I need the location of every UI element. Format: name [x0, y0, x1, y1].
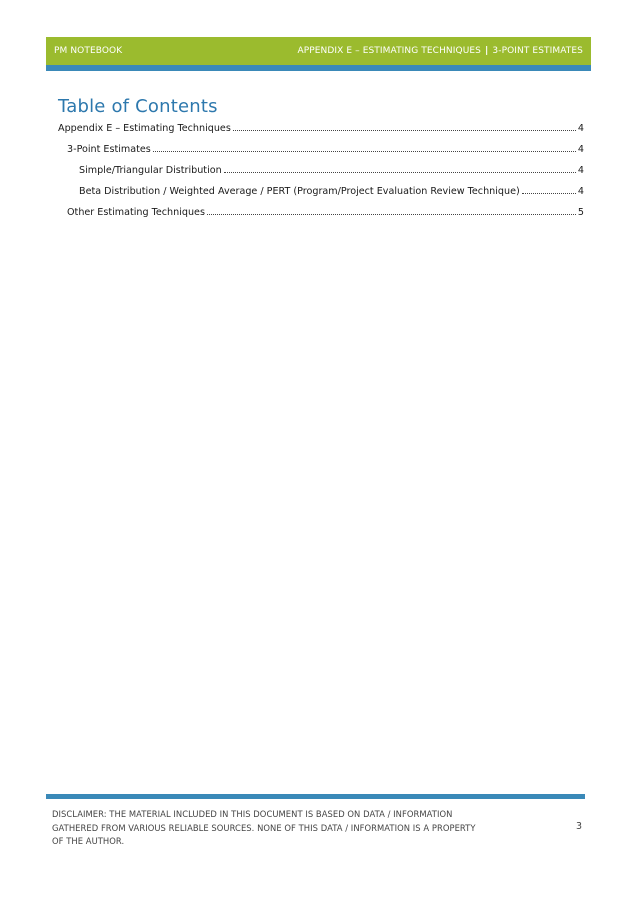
toc-entry-page[interactable]: 4: [577, 186, 584, 197]
footer-accent-bar: [46, 794, 585, 799]
header-left-text: PM NOTEBOOK: [54, 46, 123, 56]
toc-entry-page[interactable]: 4: [577, 165, 584, 176]
toc-entry-text[interactable]: Appendix E – Estimating Techniques: [58, 123, 231, 134]
header-right: [297, 46, 583, 56]
toc-entry-page[interactable]: 5: [577, 207, 584, 218]
header-accent-bar: [46, 65, 591, 71]
toc-entry-page[interactable]: 4: [577, 123, 584, 134]
toc-entry[interactable]: [58, 198, 584, 219]
header-separator: |: [485, 46, 489, 56]
page-number: 3: [576, 821, 583, 832]
disclaimer-line: GATHERED FROM VARIOUS RELIABLE SOURCES. NONE OF THIS DATA / INFORMATION IS A PROPERTY: [52, 822, 476, 833]
page-header: [46, 37, 591, 65]
toc-leader-dots: [153, 151, 576, 152]
header-chapter-text: APPENDIX E – ESTIMATING TECHNIQUES: [297, 46, 481, 56]
toc-entry[interactable]: [58, 114, 584, 135]
toc-leader-dots: [224, 172, 576, 173]
page-title: Table of Contents: [58, 96, 218, 118]
toc-leader-dots: [207, 214, 576, 215]
disclaimer-line: OF THE AUTHOR.: [52, 836, 125, 846]
toc-entry[interactable]: [58, 135, 584, 156]
table-of-contents: [58, 114, 584, 219]
toc-entry-text[interactable]: 3-Point Estimates: [67, 144, 151, 155]
toc-entry-text[interactable]: Beta Distribution / Weighted Average / PERT (Program/Project Evaluation Review Technique): [79, 186, 520, 197]
toc-entry-page[interactable]: 4: [577, 144, 584, 155]
toc-entry-text[interactable]: Simple/Triangular Distribution: [79, 165, 222, 176]
toc-entry[interactable]: [58, 156, 584, 177]
toc-entry[interactable]: [58, 177, 584, 198]
toc-entry-text[interactable]: Other Estimating Techniques: [67, 207, 205, 218]
toc-leader-dots: [233, 130, 576, 131]
disclaimer-line: DISCLAIMER: THE MATERIAL INCLUDED IN THIS DOCUMENT IS BASED ON DATA / INFORMATION: [52, 809, 453, 819]
header-section-text: 3-POINT ESTIMATES: [492, 46, 583, 56]
footer-disclaimer: [52, 808, 512, 849]
toc-leader-dots: [522, 193, 576, 194]
